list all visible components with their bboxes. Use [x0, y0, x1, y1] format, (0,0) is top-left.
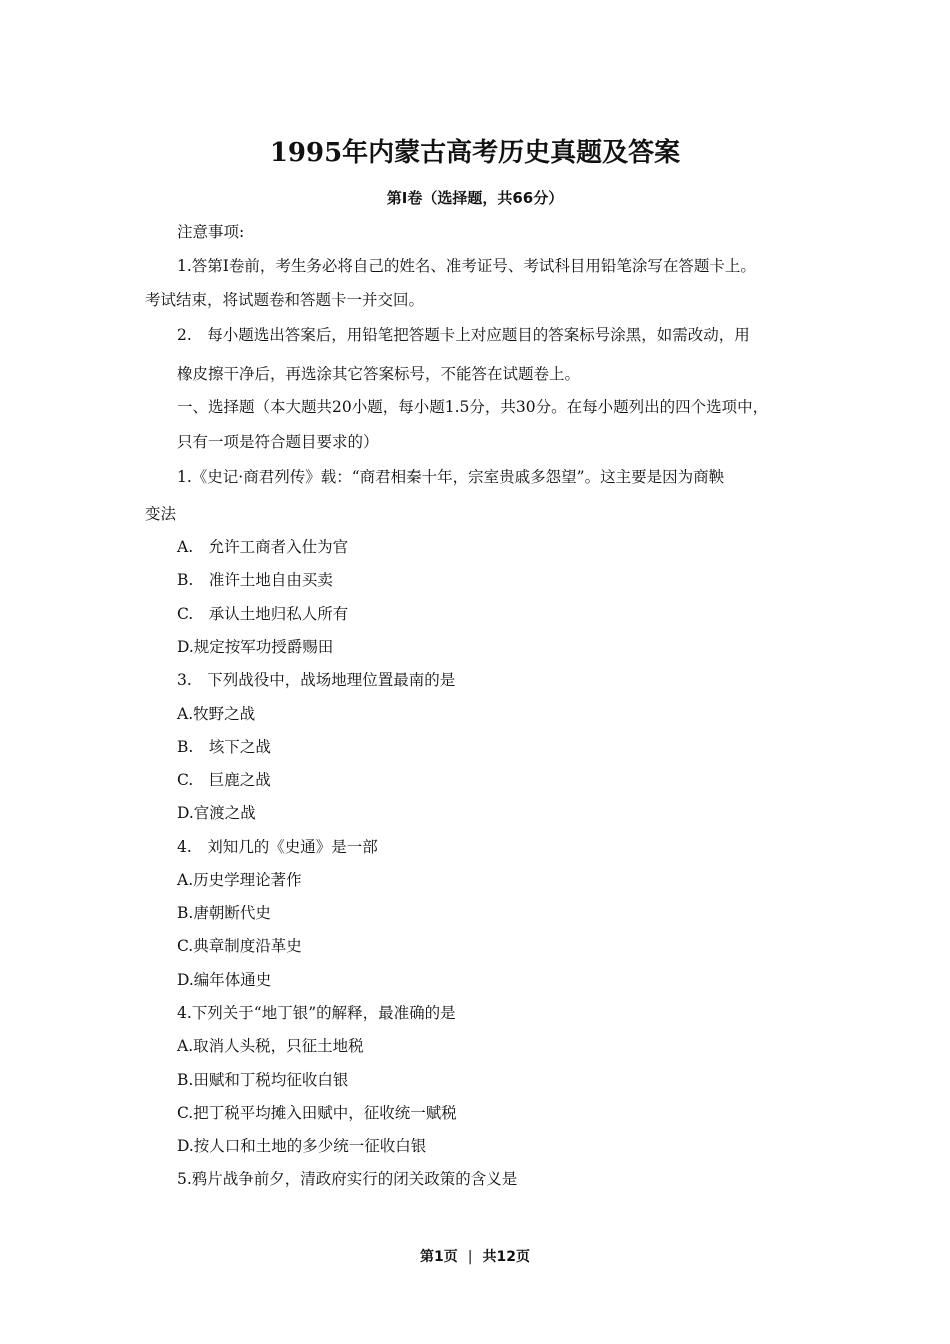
notice-1-line2: 考试结束，将试题卷和答题卡一并交回。: [145, 291, 425, 309]
question-3-option-d: D.编年体通史: [177, 971, 272, 989]
question-2-option-a: A.牧野之战: [177, 705, 256, 723]
question-1-line2: 变法: [145, 505, 177, 523]
question-3: 4. 刘知几的《史通》是一部: [177, 838, 378, 856]
question-3-option-b: B.唐朝断代史: [177, 904, 271, 922]
notice-heading: 注意事项:: [177, 223, 245, 241]
question-4: 4.下列关于“地丁银”的解释，最准确的是: [177, 1004, 456, 1022]
section-subtitle: 第Ⅰ卷（选择题，共66分）: [386, 189, 564, 207]
page-separator: |: [467, 1249, 473, 1265]
document-title: 1995年内蒙古高考历史真题及答案: [269, 138, 681, 168]
question-2: 3. 下列战役中，战场地理位置最南的是: [177, 671, 456, 689]
page-footer: [0, 1246, 950, 1266]
section-line2: 只有一项是符合题目要求的）: [177, 433, 379, 451]
section-line1: 一、选择题（本大题共20小题，每小题1.5分，共30分。在每小题列出的四个选项中，: [177, 398, 769, 416]
notice-1-line1: 1.答第Ⅰ卷前，考生务必将自己的姓名、准考证号、考试科目用铅笔涂写在答题卡上。: [177, 257, 756, 275]
question-4-option-b: B.田赋和丁税均征收白银: [177, 1071, 349, 1089]
question-1-option-c: C. 承认土地归私人所有: [177, 605, 349, 623]
question-4-option-d: D.按人口和土地的多少统一征收白银: [177, 1137, 427, 1155]
question-3-option-a: A.历史学理论著作: [177, 871, 302, 889]
question-1-option-d: D.规定按军功授爵赐田: [177, 638, 334, 656]
notice-2-line2: 橡皮擦干净后，再选涂其它答案标号，不能答在试题卷上。: [177, 365, 581, 383]
notice-2-line1: 2. 每小题选出答案后，用铅笔把答题卡上对应题目的答案标号涂黑，如需改动，用: [177, 326, 750, 344]
question-4-option-a: A.取消人头税，只征土地税: [177, 1037, 364, 1055]
question-2-option-d: D.官渡之战: [177, 804, 256, 822]
question-2-option-c: C. 巨鹿之战: [177, 771, 271, 789]
question-1-option-a: A. 允许工商者入仕为官: [177, 538, 349, 556]
question-4-option-c: C.把丁税平均摊入田赋中，征收统一赋税: [177, 1104, 457, 1122]
question-1-line1: 1.《史记·商君列传》载：“商君相秦十年，宗室贵戚多怨望”。这主要是因为商鞅: [177, 468, 725, 486]
page-total: 共12页: [482, 1249, 530, 1265]
question-3-option-c: C.典章制度沿革史: [177, 937, 302, 955]
page-number: 第1页: [420, 1249, 458, 1265]
question-5: 5.鸦片战争前夕，清政府实行的闭关政策的含义是: [177, 1170, 518, 1188]
question-1-option-b: B. 准许土地自由买卖: [177, 571, 333, 589]
question-2-option-b: B. 垓下之战: [177, 738, 271, 756]
